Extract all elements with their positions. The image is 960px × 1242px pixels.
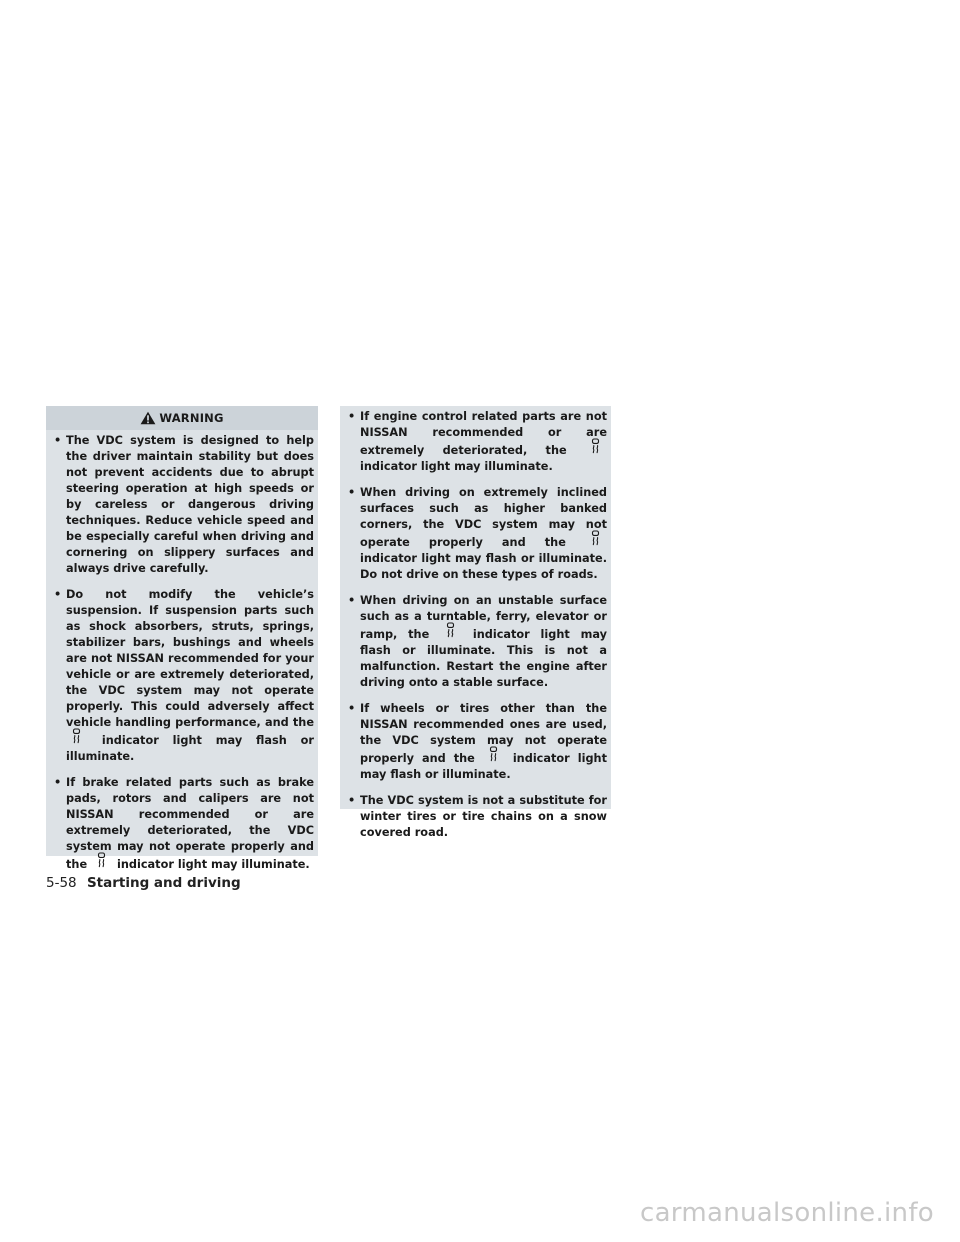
warning-item-text: If wheels or tires other than the NISSAN recommended ones are used, the VDC system may not operate properly and the: [360, 702, 607, 765]
warning-header: [46, 406, 318, 430]
warning-item-text: indicator light may flash or illuminate. This is not a malfunction. Restart the engine after driving onto a stable surface.: [360, 628, 608, 689]
warning-item: [54, 775, 314, 873]
warning-triangle-icon: [140, 411, 156, 425]
bullet: •: [54, 588, 62, 601]
warning-item-text: If brake related parts such as brake pads, rotors and calipers are not NISSAN recommended or are extremely deteriorated, the VDC system may not operate properly and the: [66, 776, 314, 871]
warning-item: [54, 587, 314, 765]
warning-item-text: indicator light may flash or illuminate.: [360, 752, 608, 781]
warning-item: [54, 433, 314, 577]
bullet: •: [348, 410, 356, 423]
warning-item-text: If engine control related parts are not NISSAN recommended or are extremely deteriorated, the: [360, 410, 607, 457]
warning-item: [348, 485, 607, 583]
vdc-slip-indicator-icon: [440, 625, 462, 639]
warning-item: [348, 409, 607, 475]
bullet: •: [348, 794, 356, 807]
warning-item-text: The VDC system is not a substitute for winter tires or tire chains on a snow covered road.: [360, 794, 607, 839]
watermark: carmanualsonline.info: [639, 1198, 934, 1228]
warning-list-left: [46, 430, 318, 873]
warning-item-text: When driving on an unstable surface such as a turntable, ferry, elevator or ramp, the: [360, 594, 607, 641]
page-number: 5-58: [46, 875, 77, 891]
warning-list-right: [340, 406, 611, 841]
warning-title: WARNING: [159, 411, 224, 425]
vdc-slip-indicator-icon: [91, 855, 113, 869]
warning-item: [348, 701, 607, 783]
bullet: •: [348, 486, 356, 499]
bullet: •: [348, 594, 356, 607]
warning-box-right: [340, 406, 611, 839]
warning-item-text: Do not modify the vehicle’s suspension. If suspension parts such as shock absorbers, struts, springs, stabilizer bars, bushings and wheels are not NISSAN recommended for your vehicle or are extremely deteriorated, the VDC system may not operate properly. This could adversely affect vehicle handling performance, and the: [66, 588, 314, 729]
warning-box-left: [46, 406, 318, 871]
bullet: •: [348, 702, 356, 715]
vdc-slip-indicator-icon: [483, 749, 505, 763]
warning-item-text: indicator light may flash or illuminate. Do not drive on these types of roads.: [360, 552, 607, 581]
warning-item: [348, 793, 607, 841]
bullet: •: [54, 434, 62, 447]
warning-item-text: indicator light may illuminate.: [360, 460, 553, 473]
page-footer: [46, 875, 241, 891]
bullet: •: [54, 776, 62, 789]
warning-item: [348, 593, 607, 691]
vdc-slip-indicator-icon: [585, 533, 607, 547]
warning-item-text: indicator light may illuminate.: [116, 858, 310, 871]
warning-item-text: indicator light may flash or illuminate.: [66, 734, 314, 763]
vdc-slip-indicator-icon: [66, 731, 88, 745]
warning-item-text: The VDC system is designed to help the driver maintain stability but does not prevent accidents due to abrupt steering operation at high speeds or by careless or dangerous driving techniques. Reduce vehicle speed and be especially careful when driving and cornering on slippery surfaces and always drive carefully.: [66, 434, 314, 575]
section-title: Starting and driving: [86, 875, 241, 891]
warning-item-text: When driving on extremely inclined surfaces such as higher banked corners, the VDC system may not operate properly and the: [360, 486, 607, 549]
vdc-slip-indicator-icon: [585, 441, 607, 455]
